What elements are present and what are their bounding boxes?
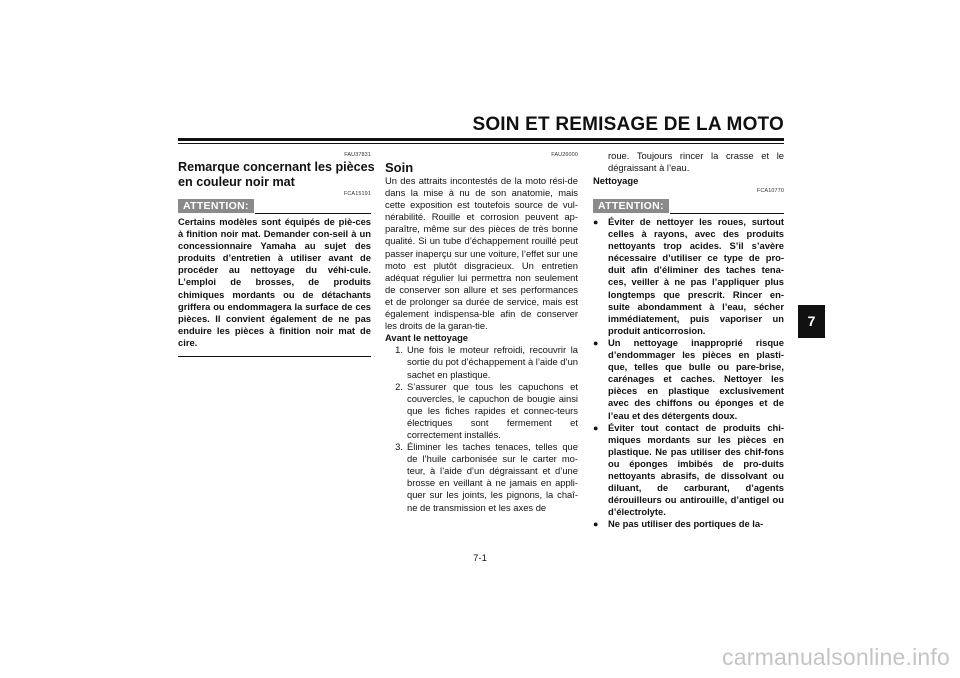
bullet-text: Éviter de nettoyer les roues, surtout celles à rayons, avec des produits nettoyants trop acides. S’il s’avère nécessaire d’utiliser ce type de pro-duit afin d’éliminer des taches tena-ces, veiller à ne pas l’appliquer plus longtemps que prescrit. Rincer en-suite abondamment à l’eau, sécher immédiatement, puis vaporiser un produit anticorrosion. [608, 216, 784, 336]
intro-paragraph: Un des attraits incontestés de la moto rési-de dans la mise à nu de son anatomie, mais cette exposition est toutefois source de vul-nérabilité. Rouille et corrosion peuvent ap-paraître, même sur des pièces de très bonne qualité. Si un tube d’échappement rouillé peut passer inaperçu sur une voiture, l’effet sur une moto est plutôt disgracieux. Un entretien adéquat régulier lui permettra non seulement de conserver son allure et ses performances et de prolonger sa durée de service, mais est également indispensa-ble afin de conserver les droits de la garan-tie. [385, 175, 578, 332]
header-rule [178, 138, 784, 141]
chapter-tab: 7 [798, 305, 825, 338]
attention-bottom-rule [178, 356, 371, 357]
section-title [178, 160, 378, 190]
bullet-text: Éviter tout contact de produits chi-miques mordants sur les pièces en plastique. Ne pas utiliser des chif-fons ou éponges imbibés de pro-duits nettoyants abrasifs, de dissolvant ou diluant, de carburant, d’agents dérouilleurs ou antirouille, d’antigel ou d’électrolyte. [608, 421, 784, 518]
section-title-line2: en couleur noir mat [178, 175, 295, 189]
attention-code: FCA10770 [756, 188, 784, 194]
section-body [385, 175, 578, 514]
page-header-title: SOIN ET REMISAGE DE LA MOTO [472, 114, 784, 135]
section-title-line1: Remarque concernant les pièces [178, 160, 375, 174]
list-number: 1. [395, 344, 403, 356]
attention-code: FCA15191 [343, 191, 371, 197]
continuation-text: roue. Toujours rincer la crasse et le dégraissant à l’eau. [608, 150, 784, 174]
bullet-item [593, 216, 784, 337]
bullet-icon: ● [593, 519, 599, 530]
list-item [385, 441, 578, 514]
bullet-item [593, 422, 784, 519]
bullet-text: Un nettoyage inapproprié risque d’endommager les pièces en plasti-que, telles que bulle ou pare-brise, carénages et caches. Nettoyer les pièces en plastique exclusivement avec des chiffons ou éponges et de l’eau et des détergents doux. [608, 336, 784, 421]
bullet-text: Ne pas utiliser des portiques de la- [608, 518, 764, 530]
list-item [385, 344, 578, 380]
list-text: Une fois le moteur refroidi, recouvrir la sortie du pot d’échappement à l’aide d’un sachet en plastique. [407, 344, 578, 380]
list-number: 2. [395, 380, 403, 392]
bullet-icon: ● [593, 337, 599, 348]
subheading-nettoyage: Nettoyage [593, 175, 639, 186]
list-text: S’assurer que tous les capuchons et couvercles, le capuchon de bougie ainsi que les fiches rapides et connec-teurs électriques sont fermement et correctement installés. [407, 380, 578, 440]
watermark: carmanualsonline.info [722, 644, 950, 670]
bullet-item [593, 337, 784, 422]
header-rule-thin [178, 143, 784, 144]
page-number: 7-1 [473, 553, 487, 564]
list-item [385, 381, 578, 441]
subheading-avant-nettoyage: Avant le nettoyage [385, 332, 469, 344]
attention-rule [670, 213, 784, 214]
attention-text: Certains modèles sont équipés de piè-ces à finition noir mat. Demander con-seil à un concessionnaire Yamaha au sujet des produits d’entretien à utiliser avant de procéder au nettoyage du véhi-cule. L’emploi de brosses, de produits chimiques mordants ou de détachants griffera ou endommagera la surface de ces pièces. Il convient également de ne pas enduire les pièces à finition noir mat de cire. [178, 216, 371, 348]
section-code: FAU26000 [551, 152, 578, 158]
bullet-icon: ● [593, 422, 599, 433]
attention-label: ATTENTION: [178, 199, 254, 213]
bullet-icon: ● [593, 217, 599, 227]
bullet-item [593, 518, 784, 530]
attention-label: ATTENTION: [593, 199, 669, 213]
section-code: FAU37831 [344, 152, 371, 158]
attention-bullet-list [593, 216, 784, 530]
list-text: Éliminer les taches tenaces, telles que de l’huile carbonisée sur le carter mo-teur, à l’aide d’un dégraissant et d’une brosse en veillant à ne jamais en appli-quer sur les joints, les pignons, la chaî-ne de transmission et les axes de [407, 441, 578, 513]
attention-rule [255, 213, 371, 214]
section-heading-soin: Soin [385, 160, 414, 175]
list-number: 3. [395, 441, 403, 453]
